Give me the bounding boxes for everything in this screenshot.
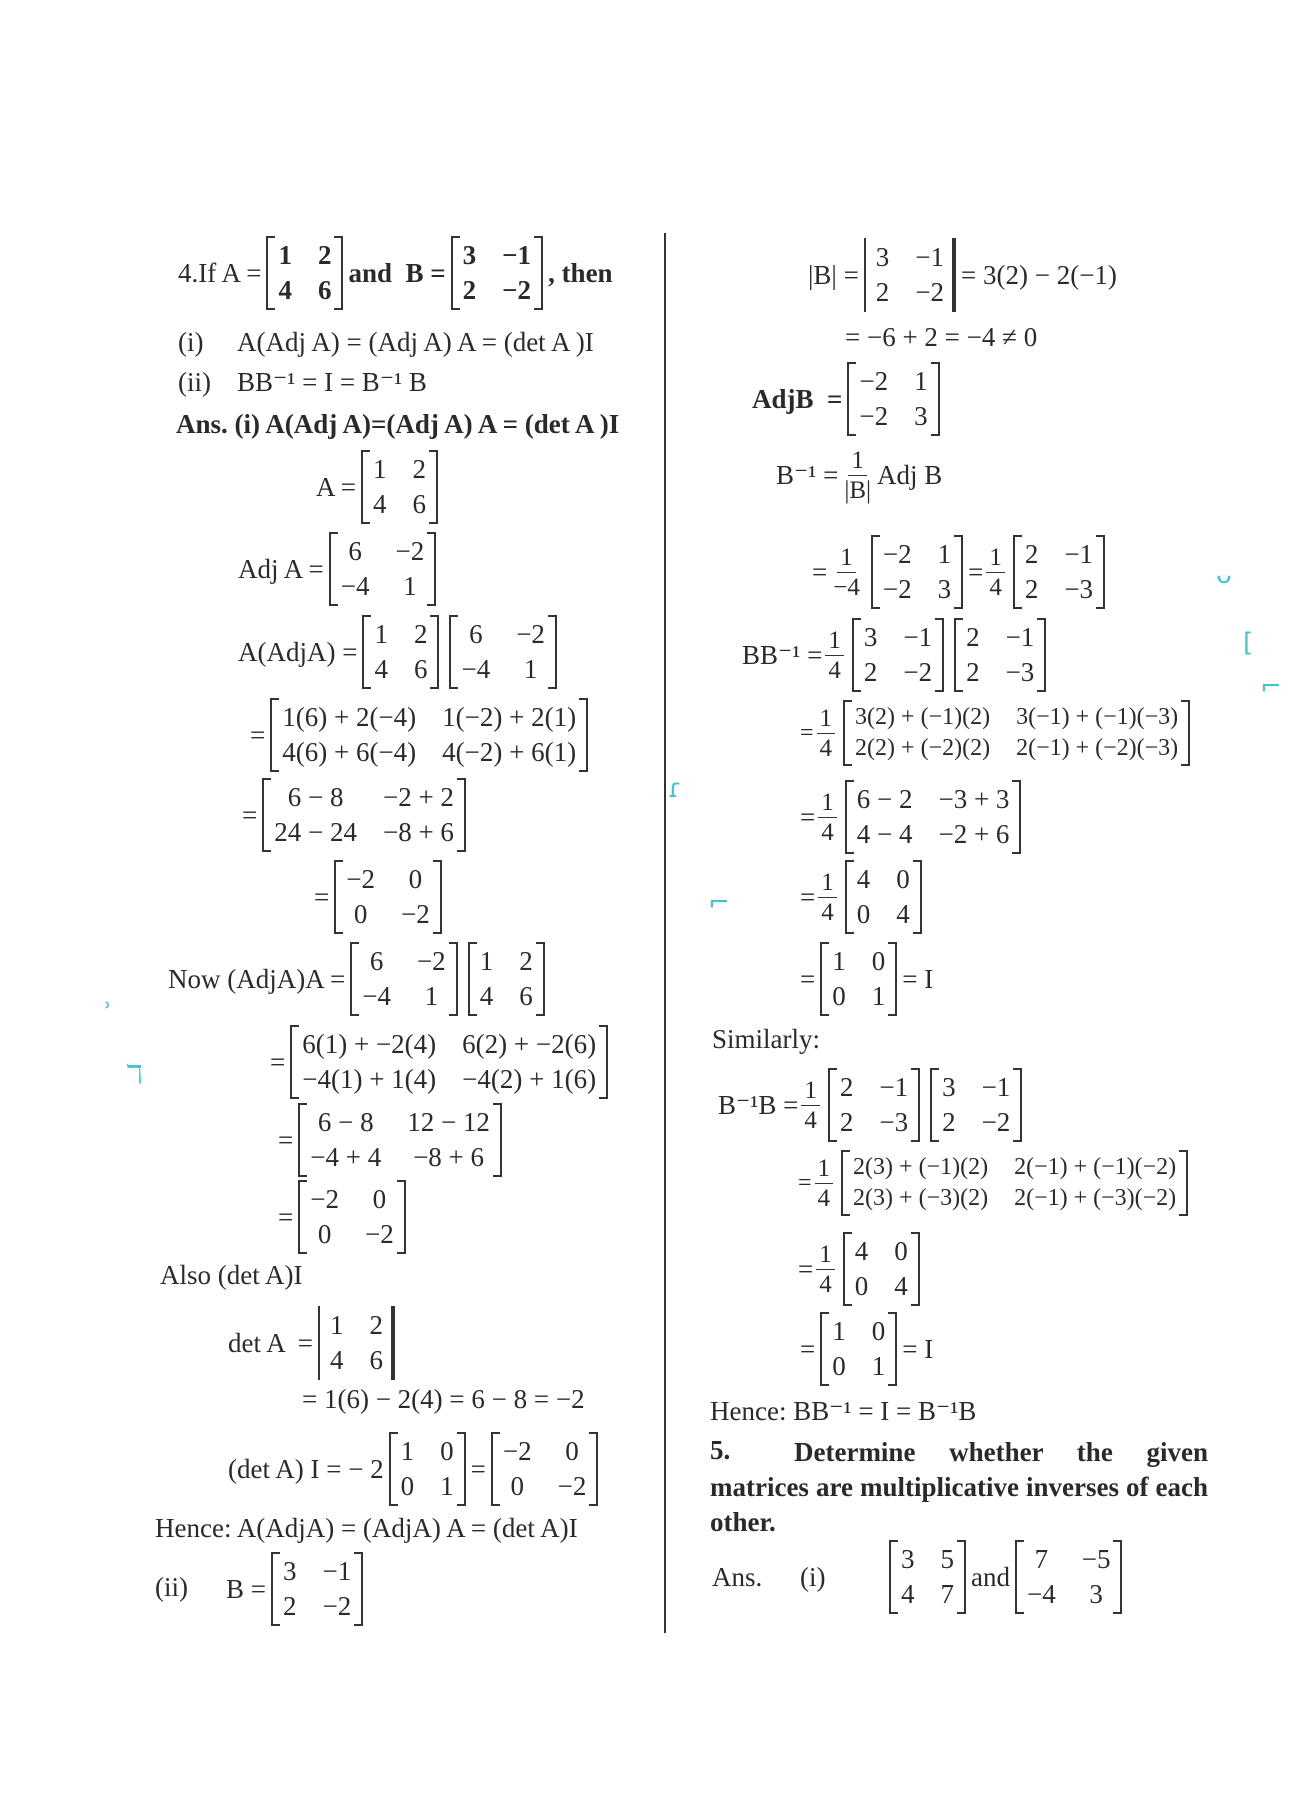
equals-sign: =: [798, 1169, 812, 1196]
matrix-cell: 6(2) + −2(6): [462, 1029, 597, 1059]
equation-label: A =: [316, 471, 356, 502]
matrix-cell: 2(−1) + (−2)(−3): [1016, 735, 1179, 761]
equation-label: B =: [226, 1573, 266, 1604]
matrix-cell: 2: [875, 277, 890, 307]
matrix-cell: 6: [469, 619, 483, 649]
matrix-cell: 24 − 24: [274, 817, 357, 847]
matrix-cell: 0: [896, 864, 910, 894]
scan-mark: ᴗ: [1216, 560, 1232, 590]
numerator: 1: [848, 448, 867, 476]
fraction: [818, 870, 837, 925]
part-i-statement: A(Adj A) = (Adj A) A = (det A )I: [237, 327, 594, 357]
equation-label: BB⁻¹ =: [742, 639, 823, 670]
fraction: [817, 706, 836, 761]
numerator: 1: [818, 790, 837, 818]
matrix-cell: 4(−2) + 6(1): [442, 737, 577, 767]
matrix-cell: −4 + 4: [310, 1142, 382, 1172]
matrix-cell: −2: [395, 536, 425, 566]
matrix-cell: 1: [440, 1471, 454, 1501]
matrix-cell: −2 + 6: [938, 819, 1010, 849]
matrix-cell: 3: [901, 1544, 915, 1574]
equals-sign: =: [800, 1333, 816, 1364]
matrix: [468, 942, 545, 1016]
fraction: [830, 545, 863, 600]
and-text: and B =: [348, 257, 446, 288]
fraction: [841, 448, 874, 503]
matrix-cell: 4: [896, 899, 910, 929]
equals-sign: =: [470, 1453, 486, 1484]
detB-calculation: = 3(2) − 2(−1): [961, 259, 1117, 290]
equation-detA: [228, 1306, 400, 1380]
matrix-cell: −1: [903, 622, 933, 652]
matrix-cell: 1: [424, 981, 439, 1011]
and-text: and: [971, 1561, 1010, 1592]
equals-sign: =: [812, 556, 828, 587]
matrix-cell: 0: [832, 981, 846, 1011]
matrix-cell: 6 − 2: [856, 784, 913, 814]
identity-matrix: [389, 1432, 466, 1506]
matrix-cell: 12 − 12: [407, 1107, 490, 1137]
equals-sign: =: [278, 1201, 294, 1232]
matrix-cell: −2: [981, 1107, 1011, 1137]
also-label: Also (det A)I: [160, 1260, 303, 1290]
matrix-cell: −1: [1005, 622, 1035, 652]
detA-calculation: = 1(6) − 2(4) = 6 − 8 = −2: [302, 1384, 585, 1414]
numerator: 1: [801, 1078, 820, 1106]
matrix-cell: 4: [374, 654, 388, 684]
matrix: [298, 1180, 405, 1254]
equation-BinvB: [718, 1068, 1027, 1142]
equation-adjB: [752, 362, 945, 436]
matrix-cell: 3: [937, 574, 952, 604]
equals-sign: =: [800, 881, 816, 912]
scan-mark: ⌐: [708, 888, 730, 918]
matrix-cell: 2: [1024, 539, 1039, 569]
numerator: 1: [815, 1156, 834, 1184]
question-4-label: 4.If A =: [178, 257, 262, 288]
matrix-cell: 3: [863, 622, 878, 652]
matrix-cell: −2: [364, 1219, 394, 1249]
equals-sign: =: [250, 719, 266, 750]
equals-sign: =: [800, 963, 816, 994]
equation-label: A(AdjA) =: [238, 636, 358, 667]
denominator: 4: [817, 1184, 831, 1212]
matrix: [841, 1150, 1188, 1216]
matrix: [290, 1025, 608, 1099]
matrix-cell: 0: [856, 899, 871, 929]
matrix-cell: 1: [374, 619, 388, 649]
matrix-cell: −1: [879, 1072, 909, 1102]
matrix: [843, 1232, 920, 1306]
matrix-cell: 3: [875, 242, 890, 272]
equation-simplify-1: [242, 778, 471, 852]
matrix-cell: 0: [565, 1436, 579, 1466]
matrix-cell: 1: [937, 539, 952, 569]
matrix-cell: 6: [317, 275, 332, 305]
matrix-cell: 4: [854, 1236, 869, 1266]
fraction: [815, 1156, 834, 1211]
matrix-cell: −4: [461, 654, 491, 684]
matrix-cell: 1: [329, 1310, 344, 1340]
equals-sign: =: [314, 881, 330, 912]
numerator: 1: [816, 1242, 835, 1270]
matrix: [270, 698, 588, 772]
matrix-cell: −2: [859, 366, 889, 396]
matrix-cell: 3: [462, 240, 477, 270]
matrix-cell: 6: [519, 981, 533, 1011]
matrix: [845, 860, 922, 934]
matrix-cell: 0: [440, 1436, 454, 1466]
matrix-cell: 0: [372, 1184, 387, 1214]
part-ii-label: (ii): [155, 1572, 188, 1602]
equation-label: |B| =: [808, 259, 859, 290]
denominator: 4: [804, 1106, 817, 1134]
matrix-cell: 2: [519, 946, 533, 976]
denominator: 4: [821, 898, 834, 926]
equation-BBinv-identity: [800, 942, 933, 1016]
matrix-cell: 1: [373, 454, 387, 484]
matrix-cell: −1: [322, 1556, 352, 1586]
denominator: 4: [819, 1270, 832, 1298]
matrix-cell: 0: [854, 1271, 869, 1301]
matrix: [362, 615, 439, 689]
matrix-cell: 0: [510, 1471, 525, 1501]
fraction: [816, 1242, 835, 1297]
answer-header: Ans. (i) A(Adj A)=(Adj A) A = (det A )I: [176, 409, 620, 439]
scan-mark: ⌐: [1260, 672, 1282, 702]
equation-result-2: [278, 1180, 411, 1254]
matrix-cell: 4: [373, 489, 387, 519]
matrix-cell: 7: [1034, 1544, 1049, 1574]
matrix-cell: 2: [839, 1072, 854, 1102]
matrix-cell: −2: [322, 1591, 352, 1621]
matrix-cell: −8 + 6: [382, 817, 454, 847]
matrix-cell: 2(2) + (−2)(2): [855, 735, 991, 761]
denominator: 4: [821, 818, 834, 846]
equation-expand-1: [250, 698, 593, 772]
matrix-cell: 2(3) + (−3)(2): [853, 1185, 989, 1211]
matrix-cell: −2: [859, 401, 889, 431]
equals-sign: =: [800, 719, 814, 746]
detB-result: = −6 + 2 = −4 ≠ 0: [845, 322, 1038, 352]
matrix: [449, 615, 556, 689]
equals-sign: =: [278, 1124, 294, 1155]
equals-I: = I: [902, 1333, 934, 1364]
hence-1: Hence: A(AdjA) = (AdjA) A = (det A)I: [155, 1513, 578, 1543]
part-ii-number: (ii): [178, 367, 211, 397]
matrix: [262, 778, 466, 852]
matrix-cell: 6: [412, 489, 426, 519]
matrix: [1013, 535, 1105, 609]
matrix-cell: 0: [353, 899, 368, 929]
matrix-cell: 6: [348, 536, 362, 566]
matrix: [845, 780, 1022, 854]
matrix-cell: 1(−2) + 2(1): [442, 702, 577, 732]
matrix: [843, 700, 1190, 766]
matrix-cell: 1: [914, 366, 928, 396]
matrix-cell: 0: [871, 946, 886, 976]
matrix-cell: 6 − 8: [317, 1107, 374, 1137]
equation-detA-I: [228, 1432, 603, 1506]
fraction: [801, 1078, 820, 1133]
equals-sign: =: [798, 1253, 814, 1284]
numerator: 1: [837, 545, 856, 573]
matrix-cell: 6: [369, 946, 384, 976]
numerator: 1: [825, 628, 844, 656]
matrix-cell: 6: [369, 1345, 383, 1375]
matrix-cell: −2 + 2: [382, 782, 454, 812]
matrix-cell: 3(−1) + (−1)(−3): [1016, 704, 1179, 730]
matrix-cell: 3: [942, 1072, 956, 1102]
equals-I: = I: [902, 963, 934, 994]
equation-result-1: [314, 860, 447, 934]
matrix-cell: 0: [400, 1471, 415, 1501]
equation-label: B⁻¹B =: [718, 1089, 799, 1120]
equation-BinvB-identity: [800, 1312, 933, 1386]
equals-sign: =: [968, 556, 984, 587]
equals-sign: =: [242, 799, 258, 830]
matrix-cell: 2: [966, 657, 980, 687]
equation-q5-matrices: [884, 1540, 1127, 1614]
matrix-cell: −2: [310, 1184, 339, 1214]
matrix-cell: −1: [502, 240, 532, 270]
matrix-cell: −2: [516, 619, 545, 649]
matrix-cell: −2: [416, 946, 446, 976]
matrix-cell: 6: [413, 654, 428, 684]
matrix-cell: 2: [966, 622, 980, 652]
matrix-cell: −4: [362, 981, 391, 1011]
matrix-cell: 0: [832, 1351, 846, 1381]
numerator: 1: [817, 706, 836, 734]
matrix-cell: −8 + 6: [413, 1142, 485, 1172]
matrix-cell: 2: [942, 1107, 956, 1137]
matrix-cell: 4: [329, 1345, 344, 1375]
matrix: [871, 535, 963, 609]
matrix-cell: 4: [856, 864, 871, 894]
matrix-cell: 2: [369, 1310, 383, 1340]
matrix-cell: 2(−1) + (−1)(−2): [1014, 1154, 1177, 1180]
equation-adjA: [238, 532, 441, 606]
matrix: [852, 618, 944, 692]
matrix-cell: 2: [839, 1107, 854, 1137]
part-ii-statement: BB⁻¹ = I = B⁻¹ B: [237, 367, 427, 397]
matrix-cell: 1: [278, 240, 292, 270]
matrix-cell: 7: [940, 1579, 954, 1609]
matrix-cell: −2: [502, 1436, 532, 1466]
matrix-cell: −5: [1081, 1544, 1111, 1574]
matrix-cell: 4: [278, 275, 292, 305]
matrix-cell: −4(1) + 1(4): [302, 1064, 437, 1094]
equation-label: Now (AdjA)A =: [168, 963, 346, 994]
matrix-cell: 1: [832, 1316, 846, 1346]
matrix-cell: 4: [894, 1271, 908, 1301]
equation-adjA-A: [168, 942, 550, 1016]
matrix: [329, 532, 436, 606]
fraction: [986, 545, 1005, 600]
matrix-cell: 2: [283, 1591, 297, 1621]
matrix: [889, 1540, 966, 1614]
matrix-cell: 2(−1) + (−3)(−2): [1014, 1185, 1177, 1211]
similarly-label: Similarly:: [712, 1024, 820, 1054]
matrix-cell: −1: [1064, 539, 1094, 569]
matrix-cell: 0: [871, 1316, 886, 1346]
matrix-cell: 0: [408, 864, 423, 894]
equation-simplify-2: [278, 1103, 507, 1177]
equation-BBinv: [742, 618, 1051, 692]
identity-matrix: [820, 942, 897, 1016]
matrix: [1015, 1540, 1122, 1614]
equation-BBinv-expand: [800, 700, 1195, 766]
question-4: [178, 236, 613, 310]
matrix-cell: 1: [871, 981, 886, 1011]
matrix-cell: −2: [502, 275, 532, 305]
matrix-cell: −3: [1005, 657, 1035, 687]
equation-label: AdjB =: [752, 383, 843, 414]
scan-mark: ɾ: [668, 774, 682, 804]
matrix-A: [266, 236, 343, 310]
matrix-cell: −2: [915, 277, 945, 307]
matrix-cell: 3: [283, 1556, 297, 1586]
equation-BinvB-expand: [798, 1150, 1193, 1216]
denominator: −4: [833, 573, 860, 601]
matrix-cell: 2: [1024, 574, 1039, 604]
matrix: [334, 860, 441, 934]
matrix-cell: −1: [915, 242, 945, 272]
matrix-cell: 0: [894, 1236, 908, 1266]
matrix-cell: 3(2) + (−1)(2): [855, 704, 991, 730]
matrix-cell: 2: [317, 240, 332, 270]
matrix: [298, 1103, 502, 1177]
matrix-cell: 1: [479, 946, 494, 976]
matrix: [491, 1432, 598, 1506]
equation-BBinv-simplify: [800, 780, 1026, 854]
fraction: [825, 628, 844, 683]
matrix-cell: 1: [523, 654, 538, 684]
matrix: [930, 1068, 1022, 1142]
matrix-cell: 2: [412, 454, 426, 484]
scan-mark: ℸ: [126, 1060, 143, 1090]
equals-sign: =: [800, 801, 816, 832]
equation-BinvB-result: [798, 1232, 925, 1306]
matrix-cell: 2: [413, 619, 428, 649]
matrix-cell: 6(1) + −2(4): [302, 1029, 437, 1059]
matrix: [350, 942, 457, 1016]
equation-Binv-value: [812, 535, 1110, 609]
equation-label: B⁻¹ =: [776, 460, 839, 490]
matrix-cell: −4: [1026, 1579, 1056, 1609]
matrix: [271, 1552, 363, 1626]
matrix-cell: 0: [317, 1219, 332, 1249]
equation-expand-2: [270, 1025, 613, 1099]
matrix: [361, 450, 438, 524]
part-i-number: (i): [178, 327, 204, 357]
matrix-cell: 4(6) + 6(−4): [282, 737, 417, 767]
determinant: [864, 238, 956, 312]
denominator: 4: [989, 573, 1002, 601]
matrix-cell: −3: [879, 1107, 909, 1137]
matrix-cell: −3 + 3: [938, 784, 1010, 814]
matrix-cell: 6 − 8: [287, 782, 344, 812]
matrix: [828, 1068, 920, 1142]
equals-sign: =: [270, 1046, 286, 1077]
matrix-cell: 1: [403, 571, 417, 601]
matrix-cell: −1: [981, 1072, 1011, 1102]
matrix-cell: −2: [400, 899, 430, 929]
matrix-cell: 2: [863, 657, 878, 687]
matrix-cell: −4(2) + 1(6): [462, 1064, 597, 1094]
question-5-number: 5.: [710, 1435, 731, 1465]
matrix-cell: 2(3) + (−1)(2): [853, 1154, 989, 1180]
matrix-cell: 1: [871, 1351, 886, 1381]
matrix-cell: −2: [903, 657, 933, 687]
matrix-cell: 1(6) + 2(−4): [282, 702, 417, 732]
identity-matrix: [820, 1312, 897, 1386]
matrix-cell: 3: [914, 401, 928, 431]
matrix-cell: 1: [832, 946, 846, 976]
equation-Binv-def: [776, 448, 942, 503]
equation-detB: [808, 238, 1117, 312]
matrix-cell: 2: [462, 275, 477, 305]
matrix-cell: 4: [479, 981, 494, 1011]
matrix-cell: 5: [940, 1544, 954, 1574]
equation-label: (det A) I = − 2: [228, 1453, 384, 1484]
column-divider: [664, 233, 666, 1633]
numerator: 1: [986, 545, 1005, 573]
matrix-cell: −4: [340, 571, 370, 601]
scan-mark: ˒: [104, 992, 112, 1022]
matrix: [954, 618, 1046, 692]
fraction: [818, 790, 837, 845]
matrix-cell: 1: [400, 1436, 415, 1466]
answer-5-label: Ans.: [712, 1562, 763, 1592]
denominator: 4: [819, 734, 833, 762]
adjB-text: Adj B: [877, 460, 943, 490]
matrix-cell: −2: [882, 574, 912, 604]
matrix-cell: 4 − 4: [856, 819, 913, 849]
matrix-cell: −2: [882, 539, 912, 569]
scan-mark: [: [1243, 628, 1254, 658]
matrix: [847, 362, 939, 436]
equation-A: [316, 450, 443, 524]
hence-2: Hence: BB⁻¹ = I = B⁻¹B: [710, 1396, 977, 1426]
then-text: , then: [548, 257, 613, 288]
answer-5-part: (i): [800, 1562, 826, 1592]
denominator: 4: [828, 656, 841, 684]
numerator: 1: [818, 870, 837, 898]
denominator: |B|: [844, 477, 872, 504]
matrix-cell: 3: [1089, 1579, 1103, 1609]
matrix-B: [451, 236, 543, 310]
determinant: [318, 1306, 395, 1380]
matrix-cell: 4: [901, 1579, 915, 1609]
equation-label: det A =: [228, 1327, 313, 1358]
matrix-cell: −2: [346, 864, 375, 894]
equation-BBinv-result: [800, 860, 927, 934]
equation-A-adjA: [238, 615, 562, 689]
matrix-cell: −3: [1064, 574, 1094, 604]
equation-B: [226, 1552, 368, 1626]
question-5-text: Determine whether the given matrices are multiplicative inverses of each other.: [710, 1437, 1208, 1537]
equation-label: Adj A =: [238, 553, 324, 584]
matrix-cell: −2: [557, 1471, 587, 1501]
